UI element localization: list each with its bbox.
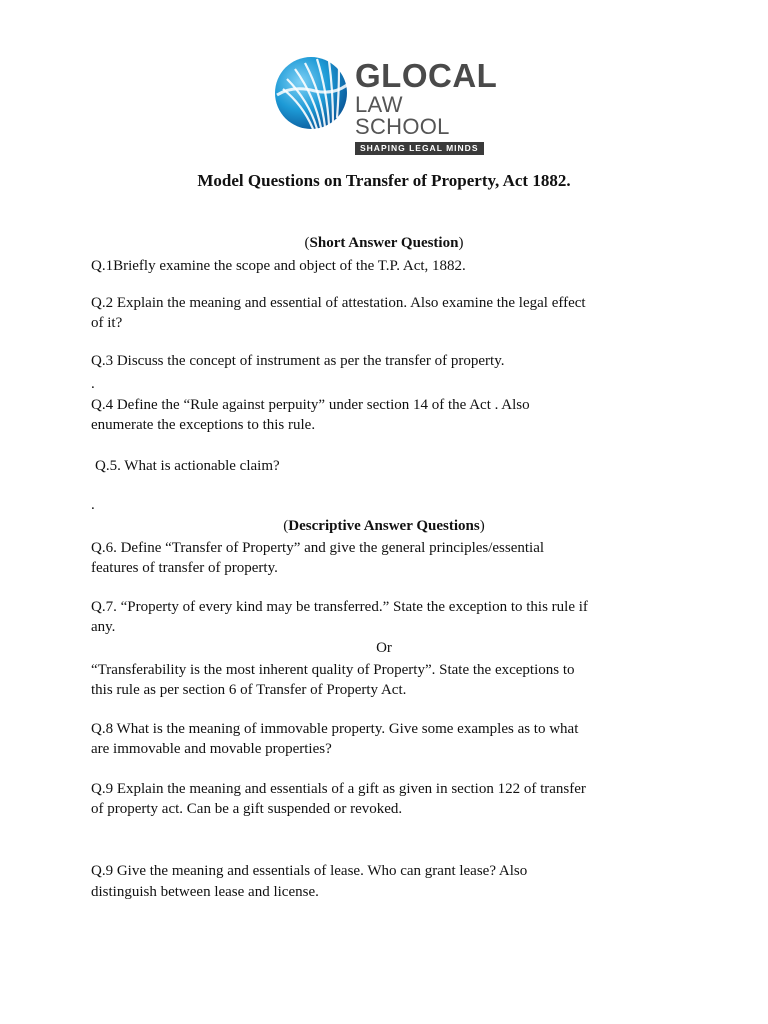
logo-name: GLOCAL [355,57,498,94]
question-7-line-2: any. [91,619,116,635]
descriptive-heading-text: Descriptive Answer Questions [288,518,480,534]
question-2-line-2: of it? [91,315,123,331]
glocal-logo [273,52,503,153]
question-3: Q.3 Discuss the concept of instrument as per the transfer of property. [91,353,505,369]
short-answer-heading-text: Short Answer Question [309,235,459,251]
document-title: Model Questions on Transfer of Property, Act 1882. [197,171,571,190]
question-1: Q.1Briefly examine the scope and object of the T.P. Act, 1882. [91,258,466,274]
question-7-line-1: Q.7. “Property of every kind may be transferred.” State the exception to this rule if [91,599,588,615]
question-4-line-2: enumerate the exceptions to this rule. [91,417,316,433]
short-answer-heading: (Short Answer Question) [304,235,464,251]
or-separator: Or [376,640,392,656]
question-8-line-1: Q.8 What is the meaning of immovable property. Give some examples as to what [91,721,579,737]
question-9a-line-2: of property act. Can be a gift suspended or revoked. [91,801,403,817]
question-8-line-2: are immovable and movable properties? [91,741,332,757]
question-5: Q.5. What is actionable claim? [95,458,280,474]
question-2-line-1: Q.2 Explain the meaning and essential of attestation. Also examine the legal effect [91,295,586,311]
question-4-line-1: Q.4 Define the “Rule against perpuity” under section 14 of the Act . Also [91,397,530,413]
question-7-alt-line-2: this rule as per section 6 of Transfer of Property Act. [91,682,407,698]
logo-school: LAW SCHOOL [355,92,450,139]
globe-icon [273,55,349,131]
question-9b-line-1: Q.9 Give the meaning and essentials of lease. Who can grant lease? Also [91,863,528,879]
logo-tagline: SHAPING LEGAL MINDS [355,142,484,155]
separator-dot-2: . [91,497,95,513]
separator-dot: . [91,376,95,392]
question-9a-line-1: Q.9 Explain the meaning and essentials of a gift as given in section 122 of transfer [91,781,586,797]
question-9b-line-2: distinguish between lease and license. [91,884,319,900]
descriptive-heading: (Descriptive Answer Questions) [283,518,485,534]
question-6-line-1: Q.6. Define “Transfer of Property” and give the general principles/essential [91,540,545,556]
question-7-alt-line-1: “Transferability is the most inherent quality of Property”. State the exceptions to [91,662,575,678]
question-6-line-2: features of transfer of property. [91,560,278,576]
